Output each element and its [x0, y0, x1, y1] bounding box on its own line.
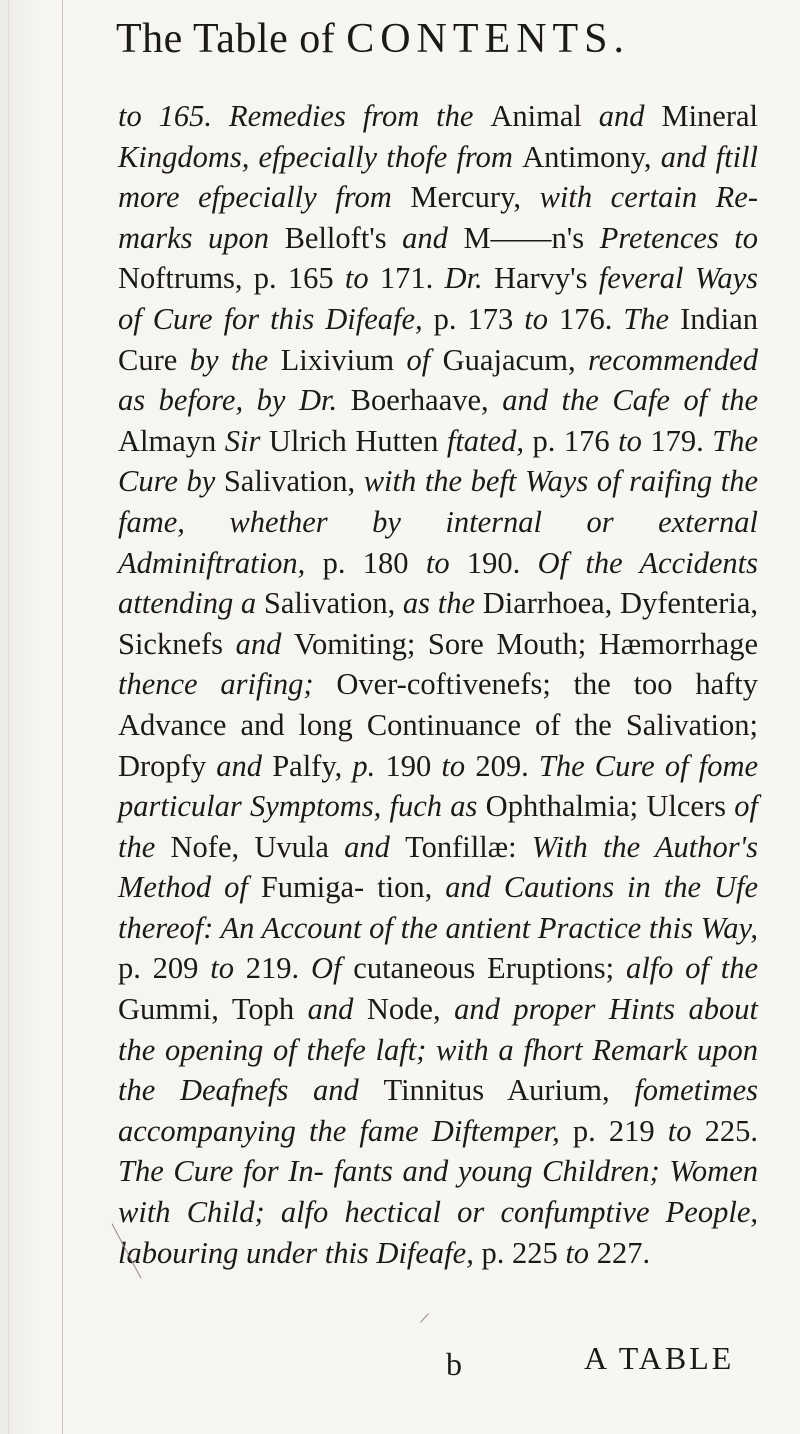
italic-run: feveral Ways of Cure for this Difeafe,: [118, 261, 758, 336]
italic-run: The: [623, 301, 681, 336]
italic-run: and ftill more efpecially from: [118, 139, 759, 215]
italic-run: and: [598, 99, 662, 133]
roman-run: Salivation,: [223, 464, 364, 499]
italic-run: to: [524, 301, 559, 336]
signature-mark: b: [446, 1346, 462, 1382]
italic-run: to: [441, 748, 476, 783]
roman-run: 171.: [379, 261, 445, 296]
roman-run: Vomiting; Sore Mouth; Hæmorrhage: [293, 626, 758, 661]
roman-run: Antimony,: [522, 139, 661, 174]
roman-run: 190.: [466, 545, 538, 580]
italic-run: The Cure for In- fants and young Children; Women with Child; alfo hectical or confumptive People, labouring under this Difeafe,: [118, 1154, 758, 1270]
italic-run: and: [307, 992, 367, 1027]
italic-run: With the Author's Method of: [118, 829, 759, 905]
italic-run: and: [402, 220, 464, 255]
roman-run: 176.: [558, 301, 624, 336]
roman-run: Tonfillæ:: [405, 829, 532, 864]
roman-run: Mineral: [661, 99, 759, 133]
italic-run: Sir: [224, 423, 269, 458]
roman-run: 225.: [704, 1113, 758, 1148]
italic-run: alfo of the: [625, 951, 759, 986]
italic-run: Of the Accidents attending a: [118, 545, 759, 621]
italic-run: The Cure of fome particular Symptoms, fuch as: [118, 748, 759, 824]
roman-run: Tinnitus Aurium,: [383, 1073, 635, 1108]
italic-run: and Cautions in the Ufe thereof: An Account of the antient Practice this Way,: [118, 870, 758, 945]
italic-run: and: [235, 626, 294, 661]
roman-run: p. 219: [572, 1113, 668, 1148]
header-contents: CONTENTS.: [346, 16, 631, 62]
roman-run: Gummi, Toph: [118, 992, 308, 1027]
roman-run: Mercury,: [410, 180, 540, 215]
roman-run: p. 209: [118, 951, 211, 986]
italic-run: of the: [118, 789, 758, 864]
italic-run: Dr.: [444, 261, 494, 296]
italic-run: as the: [402, 586, 483, 621]
roman-run: Palfy,: [272, 748, 353, 783]
margin-rule: [62, 0, 63, 1434]
roman-run: 190: [385, 748, 442, 783]
italic-run: to: [667, 1113, 705, 1148]
italic-run: Of: [310, 951, 354, 986]
italic-run: and: [344, 829, 406, 864]
roman-run: Boerhaave,: [350, 383, 503, 418]
contents-paragraph: [118, 96, 758, 1273]
roman-run: p. 176: [532, 423, 619, 458]
roman-run: Almayn: [118, 423, 225, 458]
roman-run: 227.: [596, 1235, 651, 1270]
roman-run: Harvy's: [493, 261, 599, 296]
italic-run: recommended as before, by Dr.: [118, 342, 758, 418]
roman-run: Belloft's: [284, 220, 403, 255]
italic-run: Kingdoms, efpecially thofe from: [118, 139, 523, 174]
roman-run: Node,: [366, 992, 455, 1027]
italic-run: with the beft Ways of raifing the fame, whether by internal or external Adminiftration,: [118, 464, 758, 580]
roman-run: M——n's: [463, 220, 600, 255]
italic-run: to: [210, 951, 246, 986]
roman-run: Salivation,: [263, 586, 403, 621]
italic-run: to: [565, 1235, 597, 1270]
roman-run: Fumiga- tion,: [260, 870, 446, 905]
italic-run: of: [406, 342, 443, 377]
margin-stroke: [420, 1313, 429, 1323]
roman-run: Lixivium: [280, 342, 407, 377]
roman-run: Diarrhoea, Dyfenteria, Sicknefs: [118, 586, 759, 661]
italic-run: by the: [189, 342, 281, 377]
roman-run: p. 225: [481, 1235, 566, 1270]
italic-run: Pretences to: [599, 220, 759, 255]
italic-run: to: [344, 261, 380, 296]
roman-run: Animal: [490, 99, 599, 133]
italic-run: ftated,: [446, 423, 533, 458]
roman-run: Indian Cure: [118, 301, 759, 377]
header-prefix: The Table of: [116, 16, 347, 62]
roman-run: p. 180: [322, 545, 426, 580]
roman-run: 179.: [650, 423, 713, 458]
roman-run: cutaneous Eruptions;: [353, 951, 626, 986]
roman-run: 209.: [475, 748, 539, 783]
roman-run: Noftrums, p. 165: [118, 261, 345, 296]
italic-run: The Cure by: [118, 423, 759, 499]
roman-run: p. 173: [433, 301, 525, 336]
italic-run: to 165. Remedies from the: [118, 99, 491, 133]
roman-run: Over-coftivenefs; the too hafty Advance and long Continuance of the Salivation; Dropfy: [118, 667, 758, 783]
roman-run: 219.: [245, 951, 311, 986]
running-header: [116, 18, 630, 60]
italic-run: with certain Re- marks upon: [118, 180, 758, 255]
italic-run: and the Cafe of the: [502, 383, 758, 418]
italic-run: and: [216, 748, 273, 783]
italic-run: to: [425, 545, 467, 580]
italic-run: to: [618, 423, 651, 458]
catchword: A TABLE: [584, 1340, 735, 1376]
page-edge-shadow: [8, 0, 9, 1434]
italic-run: p.: [352, 748, 386, 783]
italic-run: and proper Hints about the opening of thefe laft; with a fhort Remark upon the Deafnefs and: [118, 992, 758, 1108]
roman-run: Ophthalmia; Ulcers: [485, 789, 735, 824]
roman-run: Guajacum,: [442, 342, 589, 377]
italic-run: fometimes accompanying the fame Diftemper,: [118, 1073, 758, 1148]
italic-run: thence arifing;: [118, 667, 337, 702]
roman-run: Nofe, Uvula: [170, 829, 345, 864]
roman-run: Ulrich Hutten: [268, 423, 447, 458]
